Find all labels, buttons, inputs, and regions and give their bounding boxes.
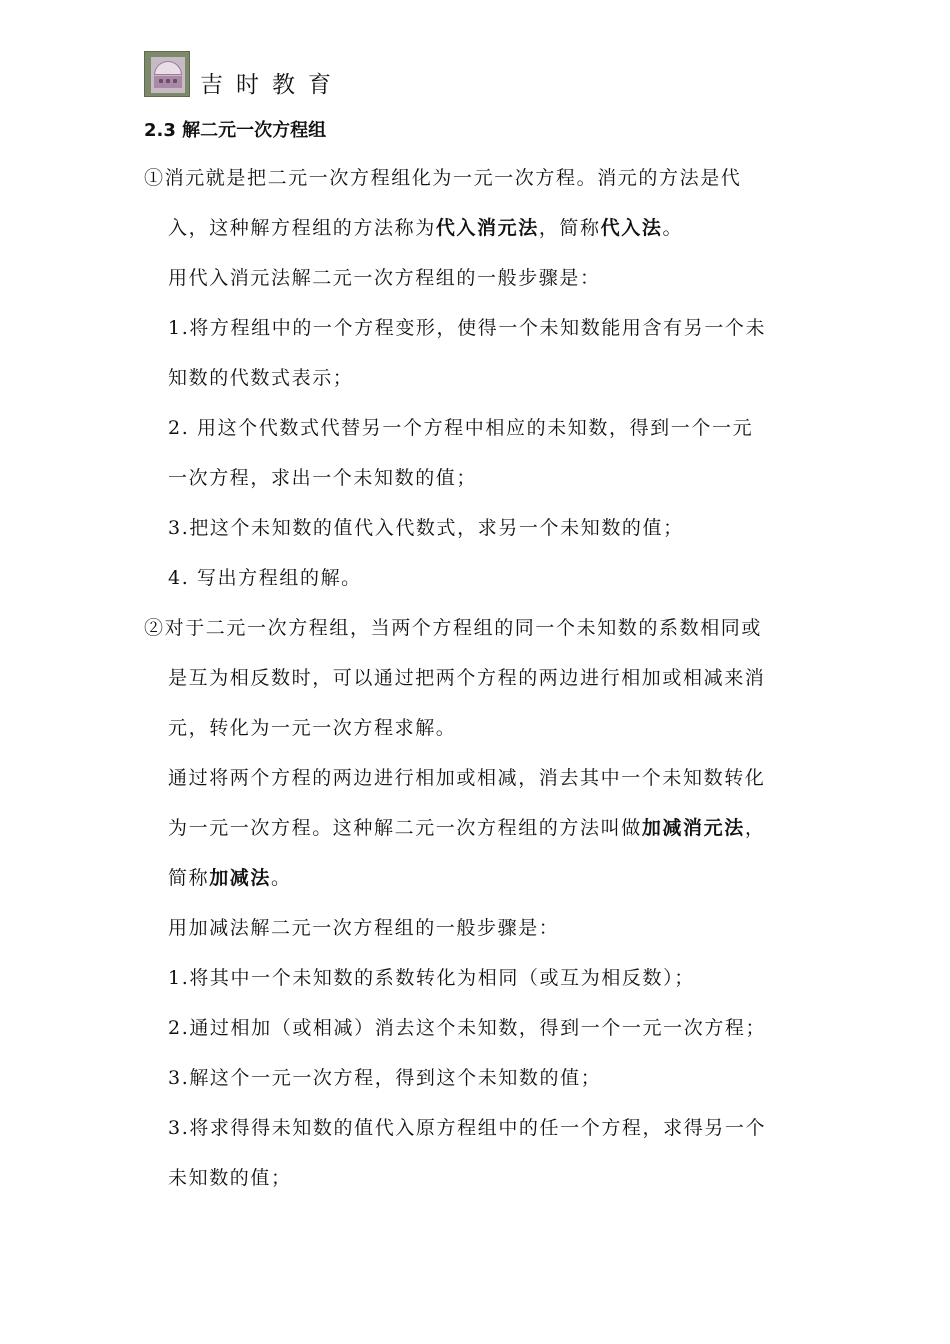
s2-paragraph-line-2: 是互为相反数时，可以通过把两个方程的两边进行相加或相减来消 <box>168 667 766 689</box>
s1-steps-intro: 用代入消元法解二元一次方程组的一般步骤是： <box>168 267 601 289</box>
s1-paragraph-line-2 <box>168 216 683 240</box>
text: 入，这种解方程组的方法称为 <box>168 217 436 239</box>
text: 。 <box>271 867 292 889</box>
text: ，简称 <box>538 217 601 239</box>
s1-step-3: 3.把这个未知数的值代入代数式，求另一个未知数的值； <box>168 517 684 539</box>
text: 。 <box>662 217 684 239</box>
s2-step-4-line-1: 3.将求得得未知数的值代入原方程组中的任一个方程，求得另一个 <box>168 1117 767 1139</box>
term-addition-elimination: 加减消元法 <box>641 817 745 839</box>
s2-step-2: 2.通过相加（或相减）消去这个未知数，得到一个一元一次方程； <box>168 1017 767 1039</box>
brand-name: 吉时教育 <box>200 72 344 98</box>
school-logo-icon <box>144 51 190 97</box>
s1-step-1-line-1: 1.将方程组中的一个方程变形，使得一个未知数能用含有另一个未 <box>168 317 767 339</box>
section-title: 2.3 解二元一次方程组 <box>144 120 327 141</box>
s1-step-4: 4. 写出方程组的解。 <box>168 567 362 589</box>
s2-paragraph2-line-1: 通过将两个方程的两边进行相加或相减，消去其中一个未知数转化 <box>168 767 766 789</box>
s2-paragraph2-line-2 <box>168 816 765 840</box>
s2-paragraph-line-3: 元，转化为一元一次方程求解。 <box>168 717 457 739</box>
term-addition: 加减法 <box>209 867 272 889</box>
s1-step-2-line-1: 2. 用这个代数式代替另一个方程中相应的未知数，得到一个一元 <box>168 417 754 439</box>
term-substitution-elimination: 代入消元法 <box>435 217 539 239</box>
text: ， <box>744 817 766 839</box>
s2-paragraph2-line-3 <box>168 866 292 890</box>
s2-steps-intro: 用加减法解二元一次方程组的一般步骤是： <box>168 917 560 939</box>
s2-step-1: 1.将其中一个未知数的系数转化为相同（或互为相反数）； <box>168 967 695 989</box>
s2-paragraph-line-1: ②对于二元一次方程组，当两个方程组的同一个未知数的系数相同或 <box>144 617 763 639</box>
s1-step-1-line-2: 知数的代数式表示； <box>168 367 354 389</box>
s1-step-2-line-2: 一次方程，求出一个未知数的值； <box>168 467 478 489</box>
s2-step-3: 3.解这个一元一次方程，得到这个未知数的值； <box>168 1067 602 1089</box>
s1-paragraph-line-1: ①消元就是把二元一次方程组化为一元一次方程。消元的方法是代 <box>144 167 742 189</box>
s2-step-4-line-2: 未知数的值； <box>168 1167 292 1189</box>
text: 为一元一次方程。这种解二元一次方程组的方法叫做 <box>168 817 642 839</box>
text: 简称 <box>168 867 210 889</box>
term-substitution: 代入法 <box>600 217 663 239</box>
